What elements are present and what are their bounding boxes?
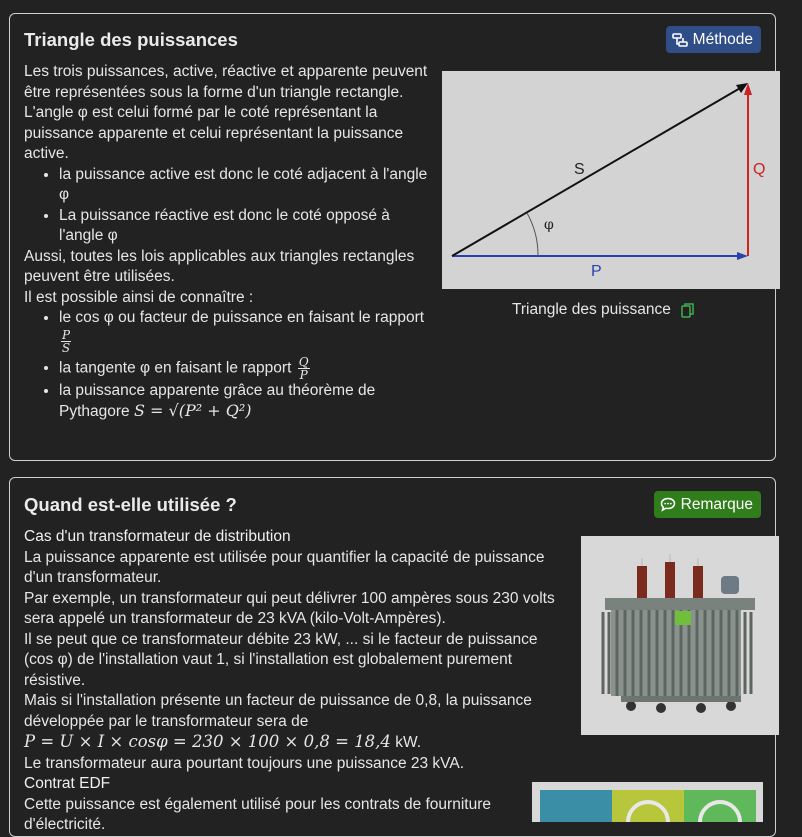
list-item-cos: • le cos φ ou facteur de puissance en faisant le rapport $\frac{P}{S}$ (59, 308, 429, 354)
subheading-transformateur: Cas d'un transformateur de distribution (24, 528, 291, 545)
paragraph: Le transformateur aura pourtant toujours une puissance 23 kVA. (24, 754, 465, 772)
card1-text (24, 62, 429, 423)
paragraph: Par exemple, un transformateur qui peut délivrer 100 ampères sous 230 volts sera appelé un transformateur de 23 kVA (kilo-Volt-Ampères). (24, 589, 555, 627)
possible-text: Il est possible ainsi de connaître : (24, 288, 254, 306)
q-label: Q (753, 161, 766, 178)
card-title: Triangle des puissances (24, 29, 238, 50)
paragraph: Cette puissance est également utilisé pour les contrats de fourniture d'électricité. (24, 795, 491, 833)
list-item-tan: • la tangente φ en faisant le rapport $\frac{Q}{P}$ (59, 356, 429, 381)
card-utilisation (9, 477, 776, 837)
card-title: Quand est-elle utilisée ? (24, 494, 237, 515)
bullet-list-1 (24, 165, 429, 247)
power-triangle-figure (442, 71, 780, 289)
pythagore-formula: S = √(P² + Q²) (133, 401, 252, 420)
list-item: • La puissance réactive est donc le coté opposé à l'angle φ (59, 206, 429, 247)
badge-label: Méthode (692, 31, 753, 48)
fraction-p-over-s: $\frac{P}{S}$ (61, 327, 71, 355)
card-triangle (9, 13, 776, 461)
intro-text: Les trois puissances, active, réactive et apparente peuvent être représentées sous la forme d'un triangle rectangle. (24, 63, 428, 101)
figure-caption: Triangle des puissance (512, 300, 694, 321)
formula-line: P = U × I × cosφ = 230 × 100 × 0,8 = 18,4 kW. (24, 732, 422, 751)
paragraph: La puissance apparente est utilisée pour quantifier la capacité de puissance d'un transformateur. (24, 548, 545, 586)
methode-badge[interactable] (666, 26, 761, 53)
power-formula: P = U × I × cosφ = 230 × 100 × 0,8 = 18,4 (24, 732, 391, 751)
remarque-badge[interactable] (654, 491, 761, 518)
paragraph: Il se peut que ce transformateur débite 23 kW, ... si le facteur de puissance (cos φ) de l'installation vaut 1, si l'installation est globalement purement résistive. (24, 630, 538, 689)
copy-icon[interactable] (681, 303, 694, 318)
list-item-pythagore: • la puissance apparente grâce au théorème de Pythagore S = √(P² + Q²) (59, 381, 429, 423)
angle-text: L'angle φ est celui formé par le coté représentant la puissance apparente et celui représentant la puissance active. (24, 104, 404, 162)
edf-contract-image (532, 782, 763, 822)
p-label: P (591, 263, 602, 280)
transformer-image (581, 536, 779, 735)
subheading-contrat: Contrat EDF (24, 775, 111, 792)
comment-icon (660, 497, 676, 512)
list-item: • la puissance active est donc le coté adjacent à l'angle φ (59, 165, 429, 206)
badge-label: Remarque (680, 496, 753, 513)
bullet-list-2 (24, 308, 429, 423)
phi-label: φ (544, 217, 554, 233)
paragraph: Mais si l'installation présente un facteur de puissance de 0,8, la puissance développée par le transformateur sera de (24, 692, 532, 730)
card2-text (24, 527, 564, 836)
fraction-q-over-p: $\frac{Q}{P}$ (298, 354, 309, 382)
method-icon (672, 33, 688, 47)
aussi-text: Aussi, toutes les lois applicables aux triangles rectangles peuvent être utilisées. (24, 247, 415, 285)
s-label: S (574, 161, 585, 178)
